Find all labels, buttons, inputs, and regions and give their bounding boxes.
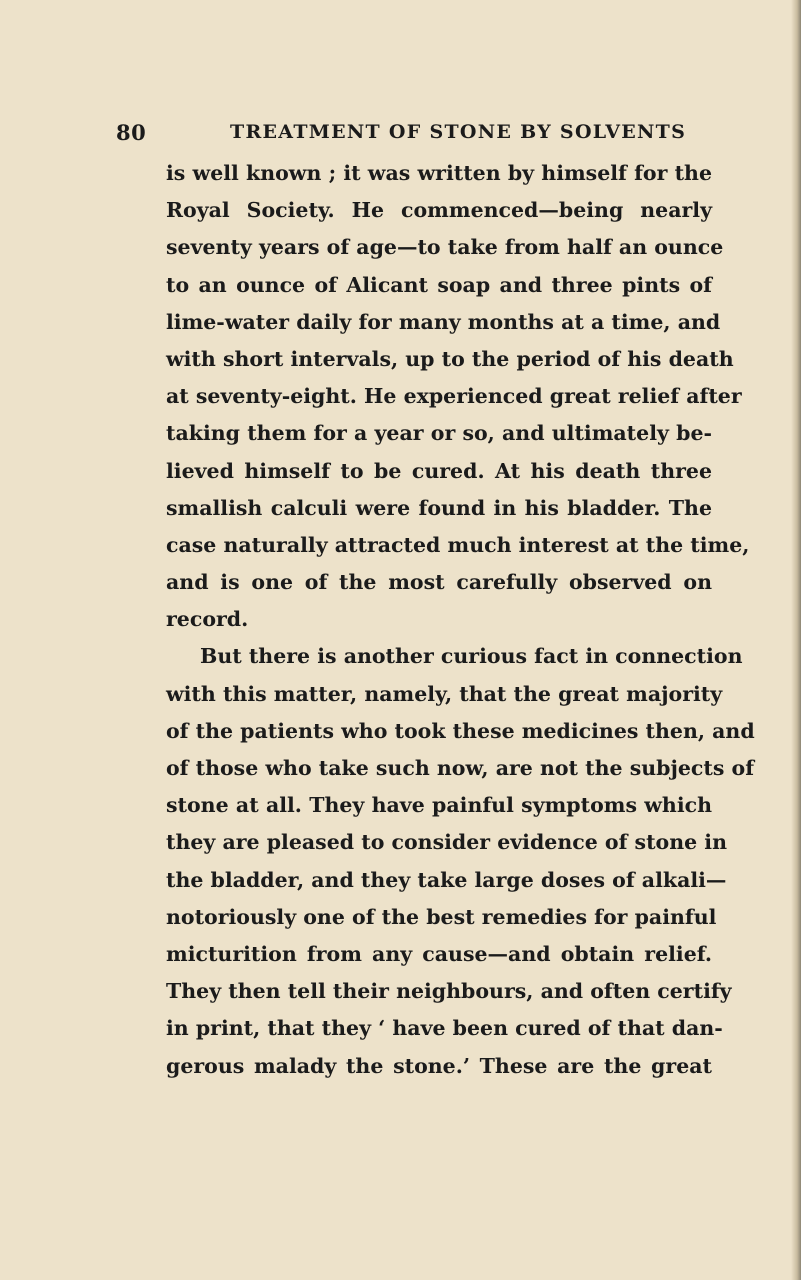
page-number: 80 (116, 120, 147, 145)
text-line: micturition from any cause—and obtain relief. (166, 941, 712, 966)
text-line: notoriously one of the best remedies for painful (166, 904, 717, 929)
text-line: at seventy-eight. He experienced great relief after (166, 384, 742, 409)
text-line: with this matter, namely, that the great majority (166, 681, 723, 706)
text-line: case naturally attracted much interest at the time, (166, 532, 750, 557)
text-line: gerous malady the stone.’ These are the great (166, 1053, 712, 1078)
text-line: they are pleased to consider evidence of stone in (166, 830, 727, 855)
running-title: TREATMENT OF STONE BY SOLVENTS (230, 121, 687, 143)
text-line: is well known ; it was written by himself for the (166, 161, 712, 185)
body-text (166, 155, 755, 1085)
text-line: stone at all. They have painful symptoms which (166, 793, 712, 818)
text-line: seventy years of age—to take from half an ounce (166, 235, 724, 260)
text-line: smallish calculi were found in his bladder. The (166, 495, 712, 520)
page-header (116, 120, 716, 150)
text-line: Royal Society. He commenced—being nearly (166, 198, 712, 223)
text-line: lieved himself to be cured. At his death three (166, 458, 712, 483)
text-line: to an ounce of Alicant soap and three pints of (166, 272, 712, 297)
page-edge-shadow (791, 0, 801, 1280)
text-line: lime-water daily for many months at a time, and (166, 309, 721, 334)
text-line: of those who take such now, are not the subjects of (166, 756, 755, 780)
text-line: of the patients who took these medicines then, and (166, 718, 755, 743)
text-line: and is one of the most carefully observed on (166, 570, 712, 595)
text-line: the bladder, and they take large doses of alkali— (166, 867, 727, 892)
text-line: in print, that they ‘ have been cured of that dan- (166, 1016, 723, 1041)
text-line-paragraph-start: But there is another curious fact in connection (200, 644, 743, 669)
text-line-paragraph-end: record. (166, 607, 249, 632)
text-line: taking them for a year or so, and ultimately be- (166, 421, 712, 446)
text-line: with short intervals, up to the period of his death (166, 346, 734, 371)
text-line: They then tell their neighbours, and often certify (166, 979, 732, 1004)
